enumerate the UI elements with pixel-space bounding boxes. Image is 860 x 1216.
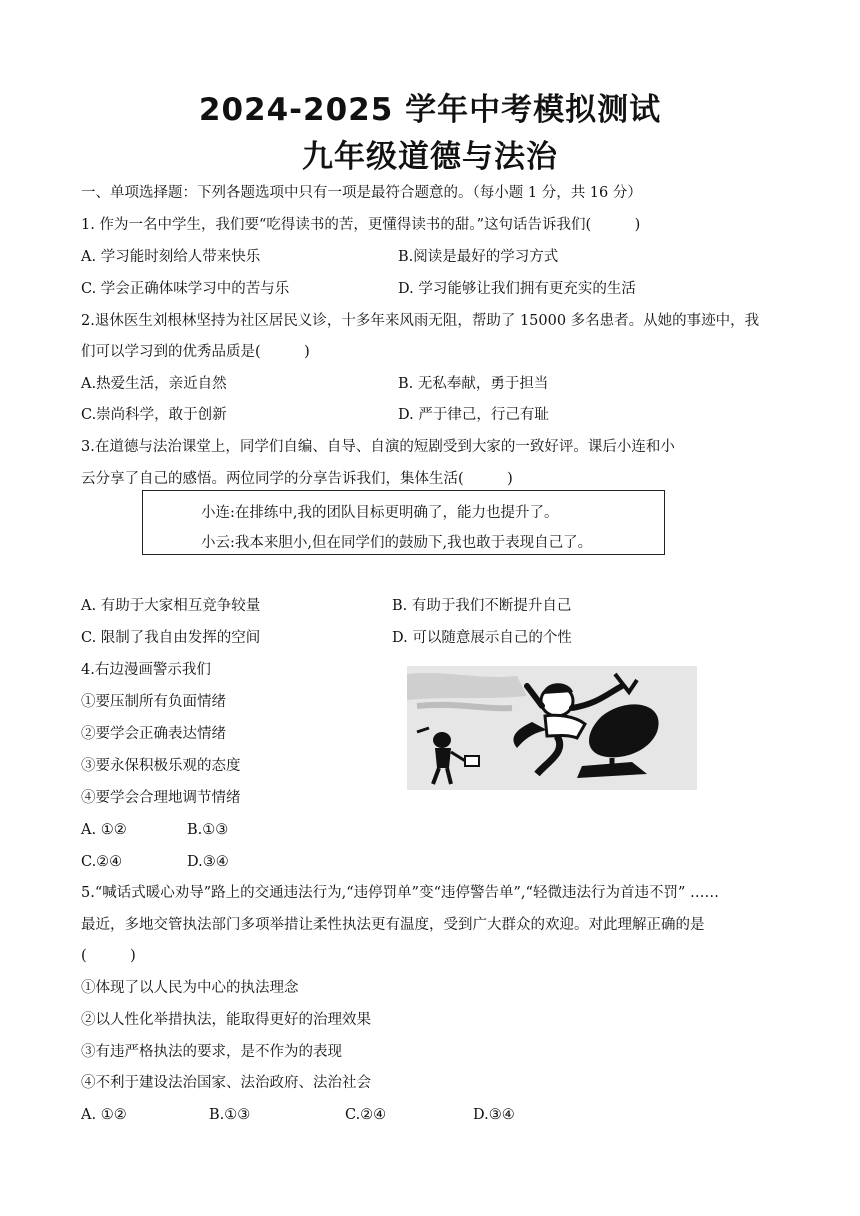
question-3-option-d: D. 可以随意展示自己的个性 <box>392 630 572 646</box>
question-4-option-d: D.③④ <box>187 854 229 870</box>
comic-illustration <box>407 666 697 790</box>
question-1-option-c: C. 学会正确体味学习中的苦与乐 <box>81 281 290 297</box>
question-4-option-c: C.②④ <box>81 854 123 870</box>
question-4-option-b: B.①③ <box>187 822 229 838</box>
question-5-statement-1: ①体现了以人民为中心的执法理念 <box>81 980 299 996</box>
comic-drawing <box>407 666 697 790</box>
question-3-stem-line2: 云分享了自己的感悟。两位同学的分享告诉我们，集体生活( ) <box>81 471 513 487</box>
question-1-option-b: B.阅读是最好的学习方式 <box>398 249 559 265</box>
question-4-statement-1: ①要压制所有负面情绪 <box>81 694 226 710</box>
question-2-option-a: A.热爱生活，亲近自然 <box>81 376 227 392</box>
question-4-statement-4: ④要学会合理地调节情绪 <box>81 790 241 806</box>
question-2-stem-line2: 们可以学习到的优秀品质是( ) <box>81 344 310 360</box>
quote-box <box>142 490 665 555</box>
quote-xiaolian: 小连:在排练中,我的团队目标更明确了，能力也提升了。 <box>201 505 559 521</box>
question-5-option-a: A. ①② <box>81 1107 127 1123</box>
question-1-option-d: D. 学习能够让我们拥有更充实的生活 <box>398 281 636 297</box>
question-1-stem: 1. 作为一名中学生，我们要“吃得读书的苦，更懂得读书的甜。”这句话告诉我们( ) <box>81 217 641 233</box>
question-5-option-d: D.③④ <box>473 1107 515 1123</box>
question-5-statement-3: ③有违严格执法的要求，是不作为的表现 <box>81 1044 342 1060</box>
question-3-option-b: B. 有助于我们不断提升自己 <box>392 598 572 614</box>
question-3-option-a: A. 有助于大家相互竞争较量 <box>81 598 261 614</box>
question-5-stem-line1: 5.“喊话式暖心劝导”路上的交通违法行为,“违停罚单”变“违停警告单”,“轻微违法行为首违不罚” …… <box>81 885 719 901</box>
question-5-option-b: B.①③ <box>209 1107 251 1123</box>
question-4-stem: 4.右边漫画警示我们 <box>81 662 211 678</box>
question-5-statement-4: ④不利于建设法治国家、法治政府、法治社会 <box>81 1075 371 1091</box>
exam-subtitle: 九年级道德与法治 <box>302 139 558 175</box>
question-3-option-c: C. 限制了我自由发挥的空间 <box>81 630 261 646</box>
question-5-option-c: C.②④ <box>345 1107 387 1123</box>
question-2-stem-line1: 2.退休医生刘根林坚持为社区居民义诊，十多年来风雨无阻，帮助了 15000 多名患者。从她的事迹中，我 <box>81 313 760 329</box>
question-2-option-d: D. 严于律己，行己有耻 <box>398 407 549 423</box>
question-4-statement-3: ③要永保积极乐观的态度 <box>81 758 241 774</box>
question-5-statement-2: ②以人性化举措执法，能取得更好的治理效果 <box>81 1012 371 1028</box>
quote-xiaoyun: 小云:我本来胆小,但在同学们的鼓励下,我也敢于表现自己了。 <box>201 535 593 551</box>
exam-title: 2024-2025 学年中考模拟测试 <box>198 92 662 128</box>
question-5-stem-line3: ( ) <box>81 948 136 964</box>
question-4-option-a: A. ①② <box>81 822 127 838</box>
question-3-stem-line1: 3.在道德与法治课堂上，同学们自编、自导、自演的短剧受到大家的一致好评。课后小连和小 <box>81 439 675 455</box>
question-2-option-b: B. 无私奉献，勇于担当 <box>398 376 549 392</box>
section-heading: 一、单项选择题：下列各题选项中只有一项是最符合题意的。（每小题 1 分，共 16 分） <box>81 185 642 201</box>
question-2-option-c: C.崇尚科学，敢于创新 <box>81 407 227 423</box>
question-4-statement-2: ②要学会正确表达情绪 <box>81 726 226 742</box>
question-5-stem-line2: 最近，多地交管执法部门多项举措让柔性执法更有温度，受到广大群众的欢迎。对此理解正确的是 <box>81 917 705 933</box>
question-1-option-a: A. 学习能时刻给人带来快乐 <box>81 249 261 265</box>
